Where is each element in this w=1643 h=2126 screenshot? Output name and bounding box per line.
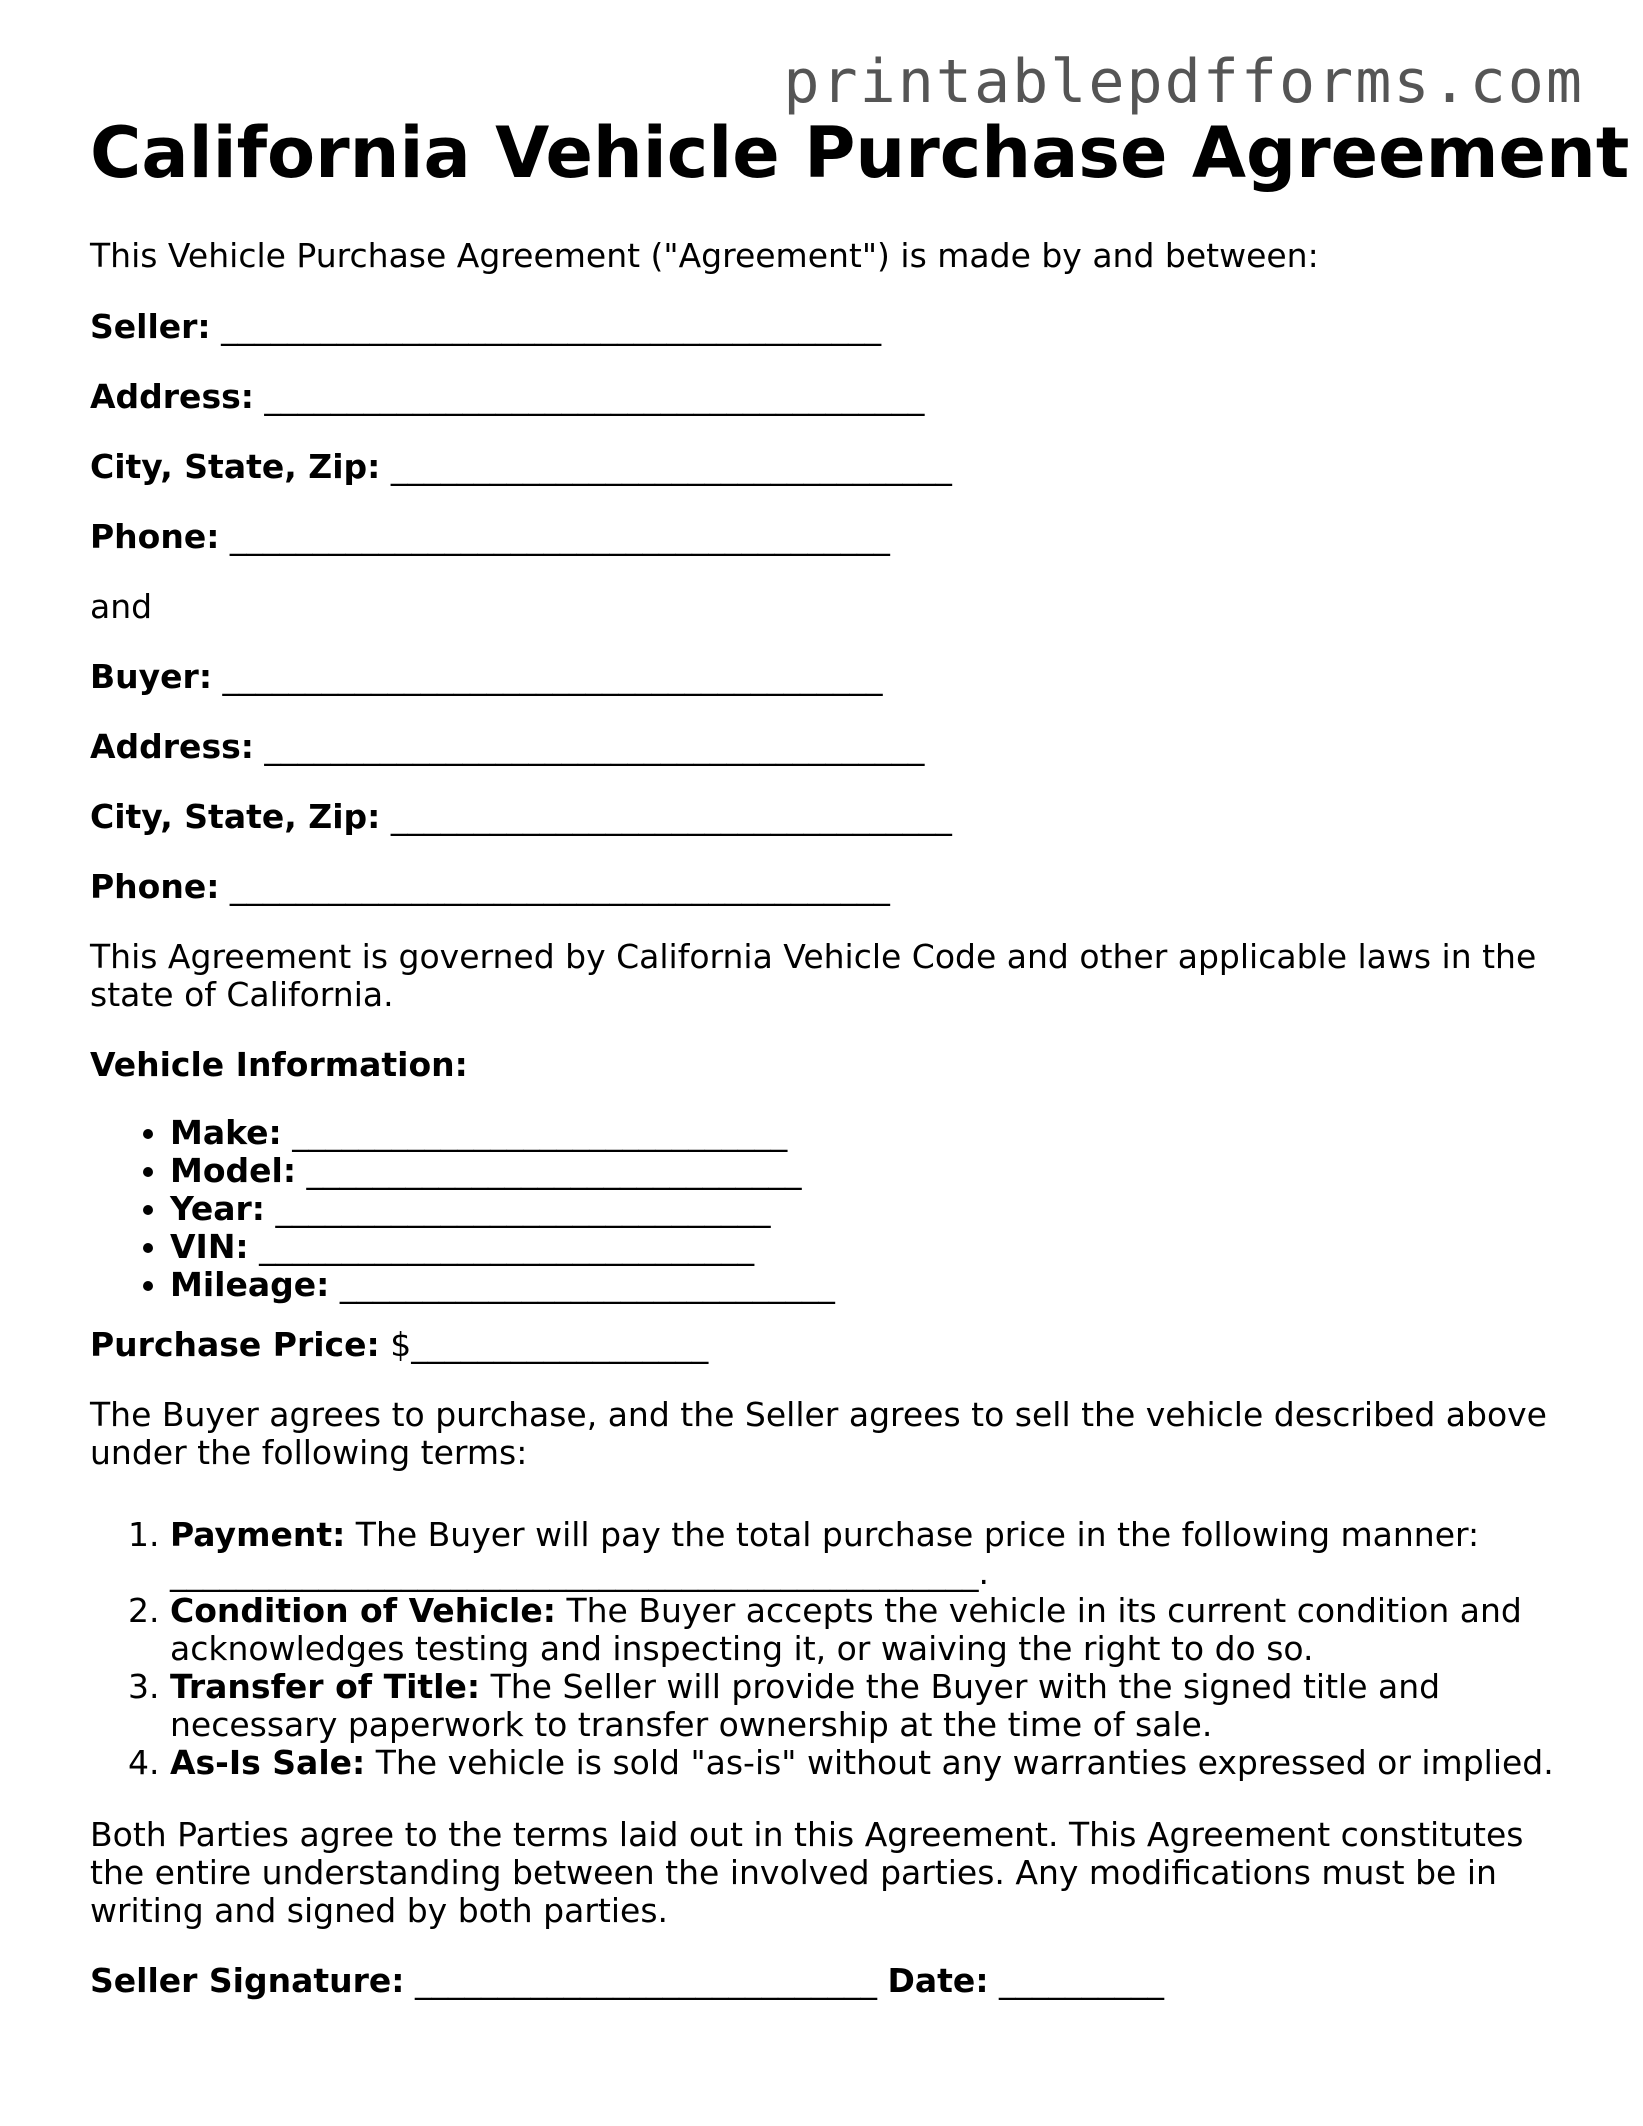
vehicle-field-label: Model: <box>170 1151 297 1190</box>
term-text: The Buyer will pay the total purchase price in the following manner: _________________________________________________. <box>170 1515 1480 1592</box>
vehicle-model-field[interactable] <box>170 1152 835 1190</box>
term-text: The Buyer accepts the vehicle in its current condition and acknowledges testing and inspecting it, or waiving the right to do so. <box>170 1591 1522 1668</box>
vehicle-fields-list <box>90 1114 835 1304</box>
seller-phone-blank[interactable]: ________________________________________ <box>229 517 890 556</box>
seller-address-blank[interactable]: ________________________________________ <box>264 377 925 416</box>
seller-name-label: Seller: <box>90 307 211 346</box>
term-payment <box>170 1516 1570 1592</box>
vehicle-field-label: Make: <box>170 1113 282 1152</box>
buyer-name-blank[interactable]: ________________________________________ <box>222 657 883 696</box>
seller-phone-label: Phone: <box>90 517 220 556</box>
seller-city-blank[interactable]: __________________________________ <box>390 447 952 486</box>
buyer-city-label: City, State, Zip: <box>90 797 381 836</box>
term-as-is <box>170 1744 1570 1782</box>
vehicle-field-blank[interactable]: ______________________________ <box>275 1189 771 1228</box>
buyer-address-field[interactable] <box>90 728 924 766</box>
seller-address-label: Address: <box>90 377 254 416</box>
buyer-city-field[interactable] <box>90 798 952 836</box>
terms-list <box>90 1516 1570 1782</box>
vehicle-year-field[interactable] <box>170 1190 835 1228</box>
buyer-phone-field[interactable] <box>90 868 890 906</box>
term-title-transfer <box>170 1668 1570 1744</box>
seller-address-field[interactable] <box>90 378 924 416</box>
vehicle-make-field[interactable] <box>170 1114 835 1152</box>
purchase-price-field[interactable] <box>90 1326 708 1364</box>
vehicle-field-blank[interactable]: ______________________________ <box>259 1227 755 1266</box>
vehicle-field-label: Mileage: <box>170 1265 330 1304</box>
buyer-phone-blank[interactable]: ________________________________________ <box>229 867 890 906</box>
term-condition <box>170 1592 1570 1668</box>
vehicle-field-blank[interactable]: ______________________________ <box>292 1113 788 1152</box>
buyer-name-field[interactable] <box>90 658 883 696</box>
document-title: California Vehicle Purchase Agreement <box>90 112 1630 194</box>
site-watermark: printablepdfforms.com <box>783 47 1584 117</box>
vehicle-info-heading-label: Vehicle Information: <box>90 1045 468 1084</box>
term-heading: Payment: <box>170 1515 346 1554</box>
vehicle-mileage-field[interactable] <box>170 1266 835 1304</box>
date-blank[interactable]: __________ <box>999 1961 1165 2000</box>
seller-signature-row[interactable] <box>90 1962 1164 2000</box>
term-heading: Condition of Vehicle: <box>170 1591 556 1630</box>
buyer-address-label: Address: <box>90 727 254 766</box>
seller-phone-field[interactable] <box>90 518 890 556</box>
term-text: The Seller will provide the Buyer with the signed title and necessary paperwork to transfer ownership at the time of sale. <box>170 1667 1441 1744</box>
vehicle-field-blank[interactable]: ______________________________ <box>306 1151 802 1190</box>
seller-city-label: City, State, Zip: <box>90 447 381 486</box>
seller-city-field[interactable] <box>90 448 952 486</box>
closing-text: Both Parties agree to the terms laid out in this Agreement. This Agreement constitutes the entire understanding between the involved parties. Any modifications must be in writing and signed by both parties. <box>90 1815 1524 1930</box>
purchase-price-blank[interactable]: $__________________ <box>390 1325 709 1364</box>
buyer-name-label: Buyer: <box>90 657 213 696</box>
purchase-price-label: Purchase Price: <box>90 1325 380 1364</box>
buyer-address-blank[interactable]: ________________________________________ <box>264 727 925 766</box>
term-text: The vehicle is sold "as-is" without any warranties expressed or implied. <box>375 1743 1554 1782</box>
intro-text: This Vehicle Purchase Agreement ("Agreement") is made by and between: <box>90 236 1319 275</box>
vehicle-field-blank[interactable]: ______________________________ <box>339 1265 835 1304</box>
vehicle-info-heading <box>90 1046 468 1084</box>
buyer-city-blank[interactable]: __________________________________ <box>390 797 952 836</box>
seller-name-field[interactable] <box>90 308 881 346</box>
seller-signature-blank[interactable]: ____________________________ <box>415 1961 877 2000</box>
vehicle-field-label: Year: <box>170 1189 265 1228</box>
date-label: Date: <box>887 1961 989 2000</box>
vehicle-field-label: VIN: <box>170 1227 249 1266</box>
vehicle-vin-field[interactable] <box>170 1228 835 1266</box>
seller-name-blank[interactable]: ________________________________________ <box>221 307 882 346</box>
term-heading: Transfer of Title: <box>170 1667 481 1706</box>
buyer-phone-label: Phone: <box>90 867 220 906</box>
term-heading: As-Is Sale: <box>170 1743 366 1782</box>
seller-signature-label: Seller Signature: <box>90 1961 405 2000</box>
and-text: and <box>90 587 153 626</box>
terms-intro-text: The Buyer agrees to purchase, and the Seller agrees to sell the vehicle described above under the following terms: <box>90 1395 1547 1472</box>
governing-law-text: This Agreement is governed by California Vehicle Code and other applicable laws in the state of California. <box>90 937 1537 1014</box>
